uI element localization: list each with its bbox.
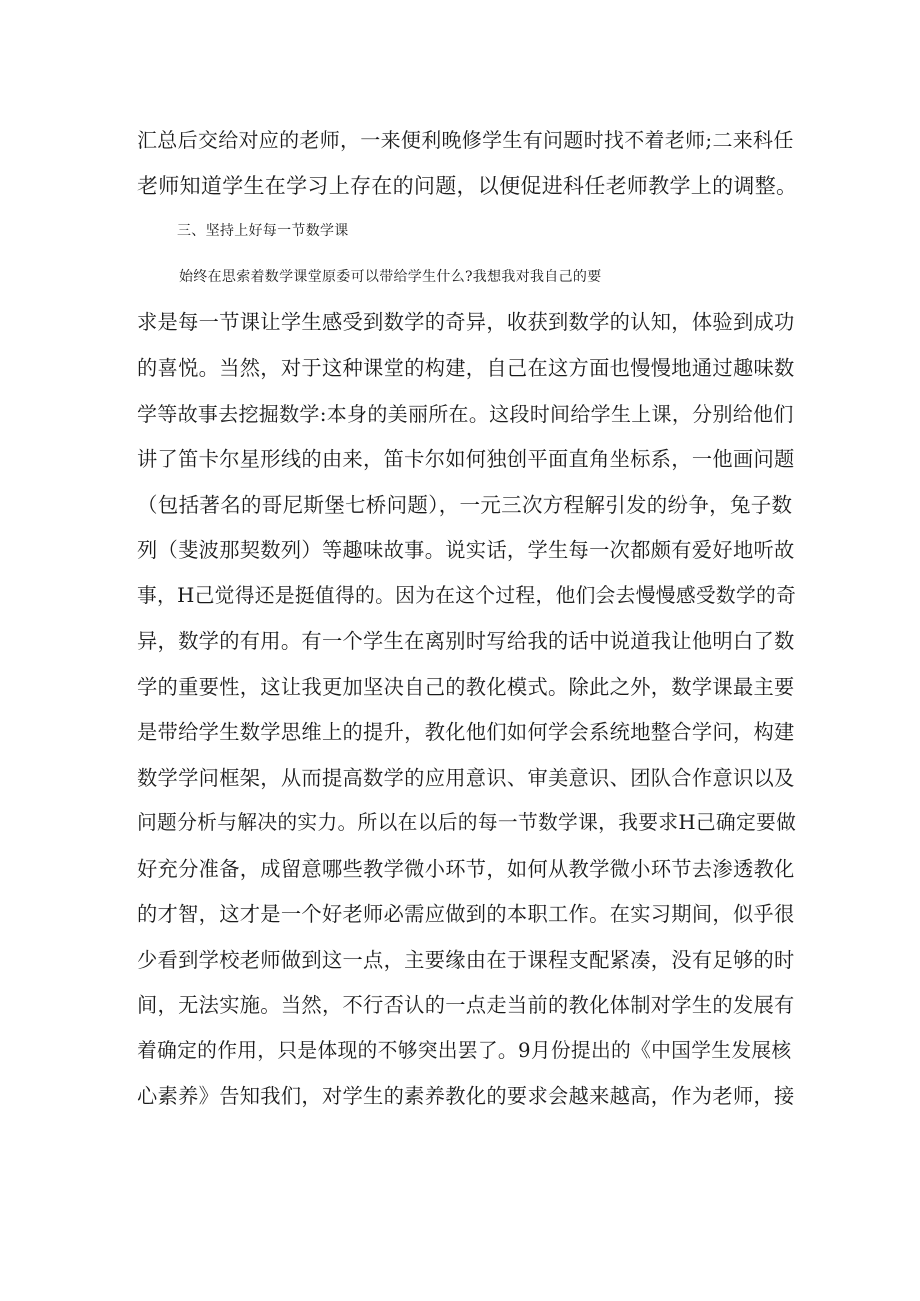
paragraph-line: 事，H己觉得还是挺值得的。因为在这个过程，他们会去慢慢感受数学的奇 — [137, 584, 797, 607]
paragraph-line: 心素养》告知我们，对学生的素养教化的要求会越来越高，作为老师，接 — [137, 1084, 795, 1108]
paragraph-line: 汇总后交给对应的老师，一来便利晚修学生有问题时找不着老师;二来科任 — [137, 128, 794, 152]
paragraph-line: 求是每一节课让学生感受到数学的奇异，收获到数学的认知，体验到成功 — [137, 310, 795, 334]
paragraph-line: 的喜悦。当然，对于这种课堂的构建，自己在这方面也慢慢地通过趣味数 — [137, 356, 795, 380]
paragraph-line: （包括著名的哥尼斯堡七桥问题），一元三次方程解引发的纷争，兔子数 — [137, 493, 793, 517]
paragraph-line: 少看到学校老师做到这一点，主要缘由在于课程支配紧凑，没有足够的时 — [137, 948, 795, 972]
paragraph-line: 始终在思索着数学课堂原委可以带给学生什么?我想我对我自己的要 — [179, 269, 602, 285]
paragraph-line: 间，无法实施。当然，不行否认的一点走当前的教化体制对学生的发展有 — [137, 993, 795, 1017]
paragraph-line: 学的重要性，这让我更加坚决自己的教化模式。除此之外，数学课最主要 — [137, 675, 795, 699]
paragraph-line: 着确定的作用，只是体现的不够突出罢了。9月份提出的《中国学生发展核 — [137, 1039, 792, 1062]
paragraph-line: 是带给学生数学思维上的提升，教化他们如何学会系统地整合学问，构建 — [137, 720, 795, 744]
paragraph-line: 的才智，这才是一个好老师必需应做到的本职工作。在实习期间，似乎很 — [137, 902, 795, 926]
paragraph-line: 数学学问框架，从而提高数学的应用意识、审美意识、团队合作意识以及 — [137, 766, 795, 790]
paragraph-line: 学等故事去挖掘数学:本身的美丽所在。这段时间给学生上课，分别给他们 — [137, 402, 794, 426]
paragraph-line: 老师知道学生在学习上存在的问题，以便促进科任老师教学上的调整。 — [137, 174, 798, 198]
paragraph-line: 问题分析与解决的实力。所以在以后的每一节数学课，我要求H己确定要做 — [137, 811, 797, 834]
paragraph-line: 讲了笛卡尔星形线的由来，笛卡尔如何独创平面直角坐标系，一他画问题 — [137, 447, 795, 471]
section-heading: 三、坚持上好每一节数学课 — [177, 223, 349, 239]
paragraph-line: 好充分准备，成留意哪些教学微小环节，如何从教学微小环节去渗透教化 — [137, 857, 795, 881]
paragraph-line: 异，数学的有用。有一个学生在离别时写给我的话中说道我让他明白了数 — [137, 629, 795, 653]
paragraph-line: 列（斐波那契数列）等趣味故事。说实话，学生每一次都颇有爱好地听故 — [137, 538, 795, 562]
